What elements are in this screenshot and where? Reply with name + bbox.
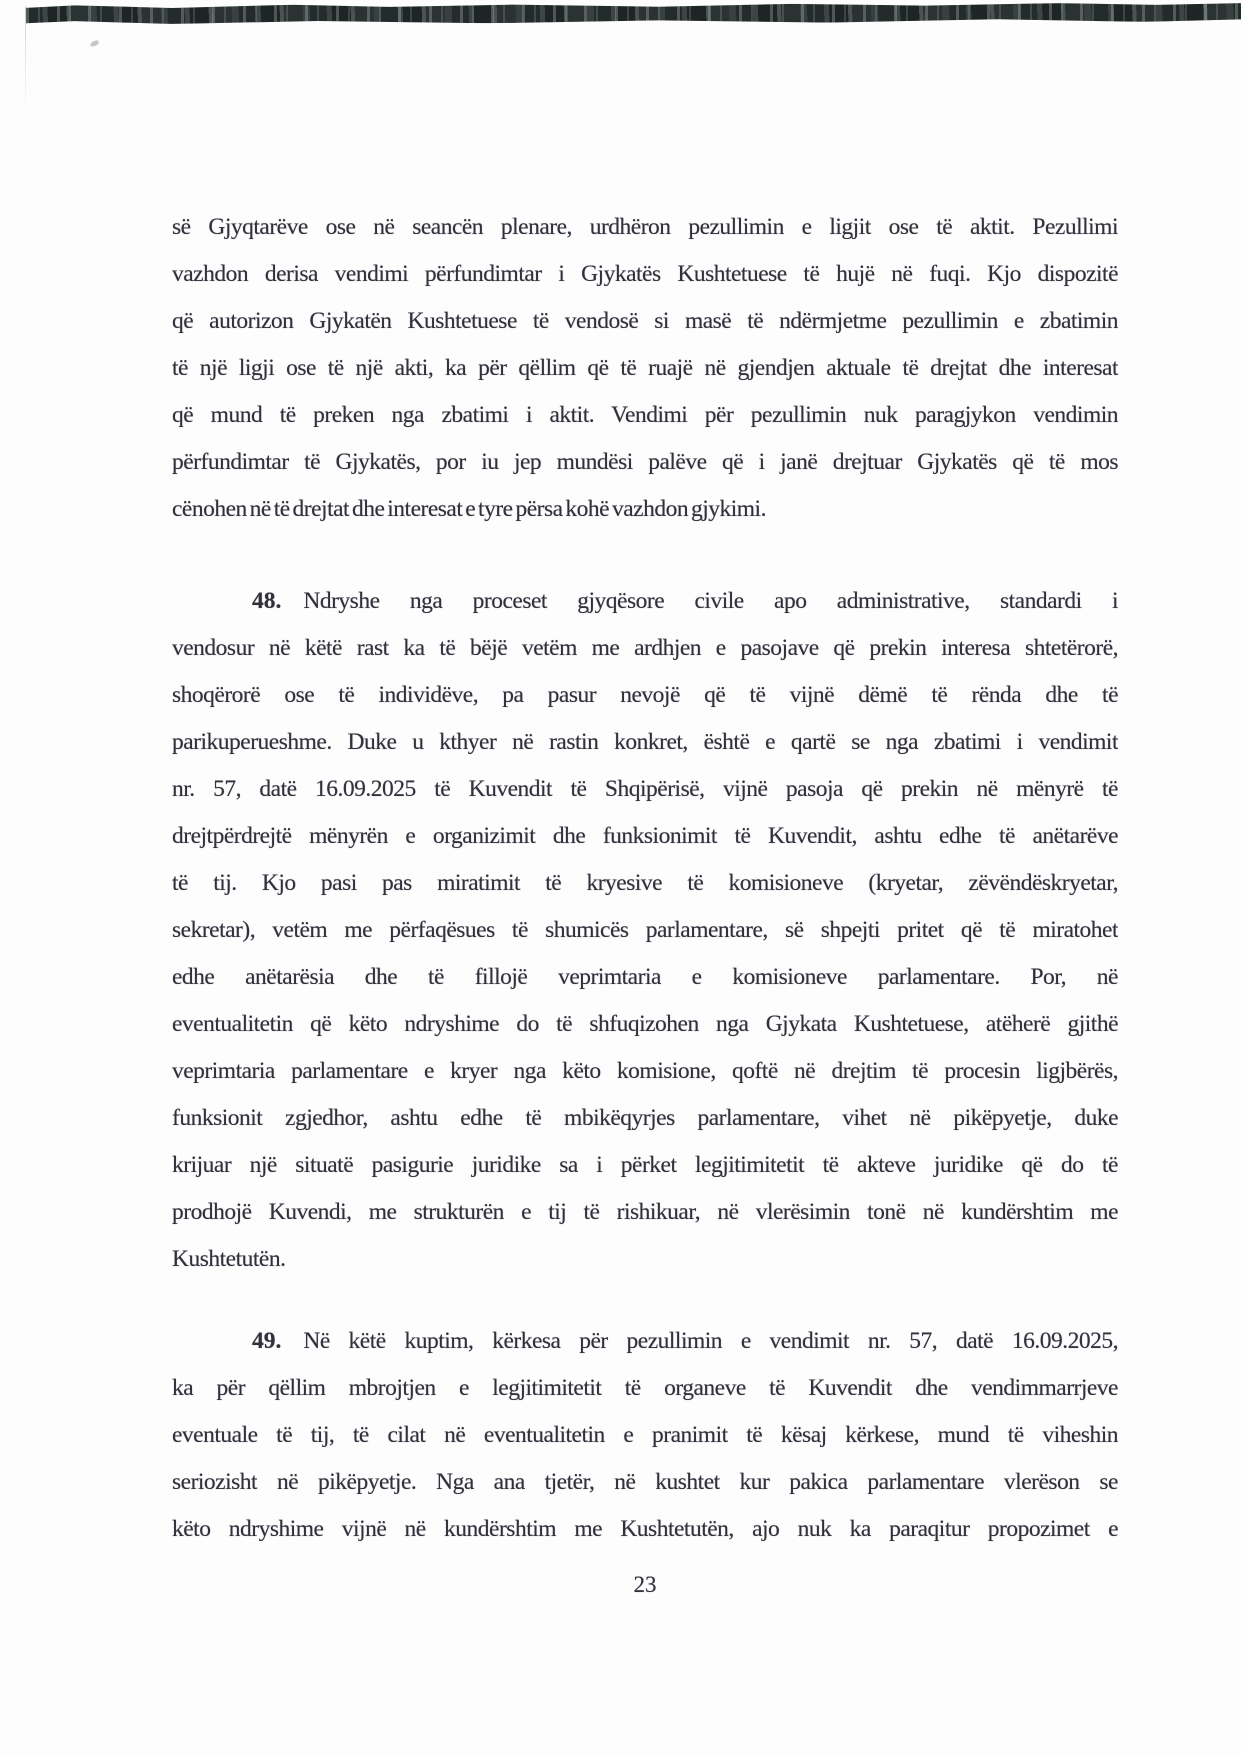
text-line: sekretar), vetëm me përfaqësues të shumicës parlamentare, së shpejti pritet që të miratohet (172, 917, 1118, 943)
text-line: drejtpërdrejtë mënyrën e organizimit dhe funksionimit të Kuvendit, ashtu edhe të anëtarëve (172, 823, 1118, 849)
text-line: cënohen në të drejtat dhe interesat e tyre përsa kohë vazhdon gjykimi. (172, 496, 766, 522)
ink-speck (89, 39, 99, 47)
text-line: veprimtaria parlamentare e kryer nga këto komisione, qoftë në drejtim të procesin ligjbërës, (172, 1058, 1118, 1084)
text-line: seriozisht në pikëpyetje. Nga ana tjetër, në kushtet kur pakica parlamentare vlerëson se (172, 1469, 1118, 1495)
text-line: që mund të preken nga zbatimi i aktit. Vendimi për pezullimin nuk paragjykon vendimin (172, 402, 1118, 428)
text-line-content: Ndryshe nga proceset gjyqësore civile apo administrative, standardi i (303, 588, 1118, 614)
page-edge-shadow (25, 6, 26, 116)
text-line: përfundimtar të Gjykatës, por iu jep mundësi palëve që i janë drejtuar Gjykatës që të mos (172, 449, 1118, 475)
text-line: vazhdon derisa vendimi përfundimtar i Gjykatës Kushtetuese të hujë në fuqi. Kjo dispozitë (172, 261, 1118, 287)
text-line: shoqërorë ose të individëve, pa pasur nevojë që të vijnë dëmë të rënda dhe të (172, 682, 1118, 708)
text-line: eventuale të tij, të cilat në eventualitetin e pranimit të kësaj kërkese, mund të viheshin (172, 1422, 1118, 1448)
scanner-edge-band (26, 2, 1241, 25)
text-line: nr. 57, datë 16.09.2025 të Kuvendit të Shqipërisë, vijnë pasoja që prekin në mënyrë të (172, 776, 1118, 802)
page-number: 23 (633, 1572, 657, 1597)
text-line (172, 578, 1118, 625)
text-line: krijuar një situatë pasigurie juridike sa i përket legjitimitetit të akteve juridike që do të (172, 1152, 1118, 1178)
text-line (172, 1318, 1118, 1365)
paragraph-number-49: 49. (252, 1328, 282, 1354)
text-line: funksionit zgjedhor, ashtu edhe të mbikëqyrjes parlamentare, vihet në pikëpyetje, duke (172, 1105, 1118, 1131)
text-line: të tij. Kjo pasi pas miratimit të kryesive të komisioneve (kryetar, zëvëndëskryetar, (172, 870, 1118, 896)
text-line: eventualitetin që këto ndryshime do të shfuqizohen nga Gjykata Kushtetuese, atëherë gjithë (172, 1011, 1118, 1037)
text-line: parikuperueshme. Duke u kthyer në rastin konkret, është e qartë se nga zbatimi i vendimit (172, 729, 1118, 755)
text-line: të një ligji ose të një akti, ka për qëllim që të ruajë në gjendjen aktuale të drejtat dhe interesat (172, 355, 1118, 381)
text-line: ka për qëllim mbrojtjen e legjitimitetit të organeve të Kuvendit dhe vendimmarrjeve (172, 1375, 1118, 1401)
continuation-paragraph (172, 204, 1118, 533)
text-line: Kushtetutën. (172, 1246, 286, 1272)
text-line: këto ndryshime vijnë në kundërshtim me Kushtetutën, ajo nuk ka paraqitur propozimet e (172, 1516, 1118, 1542)
paragraph-number-48: 48. (252, 588, 282, 614)
paragraph-49 (172, 1318, 1118, 1553)
text-line: së Gjyqtarëve ose në seancën plenare, urdhëron pezullimin e ligjit ose të aktit. Pezullimi (172, 214, 1118, 240)
text-line: vendosur në këtë rast ka të bëjë vetëm me ardhjen e pasojave që prekin interesa shtetërorë, (172, 635, 1118, 661)
text-line: prodhojë Kuvendi, me strukturën e tij të rishikuar, në vlerësimin tonë në kundërshtim me (172, 1199, 1118, 1225)
paragraph-48 (172, 578, 1118, 1283)
text-line-content: Në këtë kuptim, kërkesa për pezullimin e vendimit nr. 57, datë 16.09.2025, (303, 1328, 1118, 1354)
text-line: edhe anëtarësia dhe të fillojë veprimtaria e komisioneve parlamentare. Por, në (172, 964, 1118, 990)
text-line: që autorizon Gjykatën Kushtetuese të vendosë si masë të ndërmjetme pezullimin e zbatimin (172, 308, 1118, 334)
